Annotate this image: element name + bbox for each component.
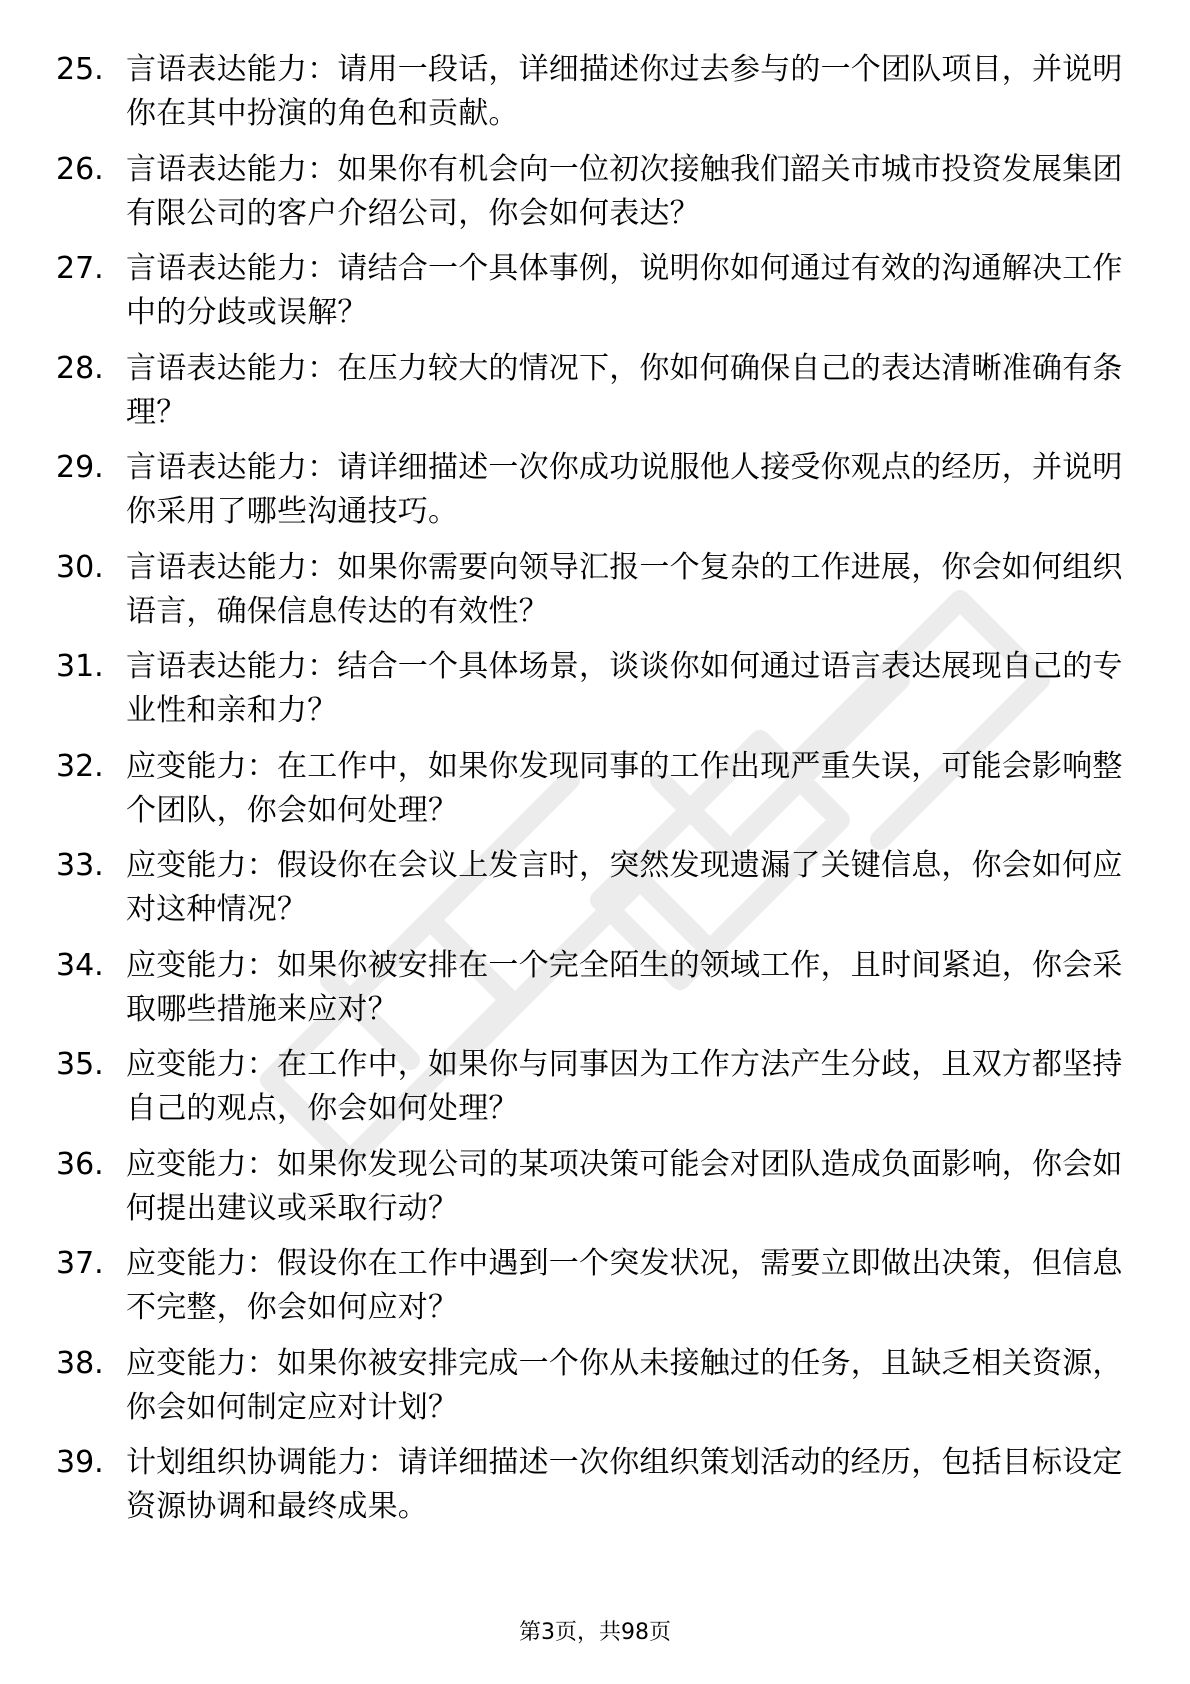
question-number: 33. <box>56 848 104 883</box>
question-number: 27. <box>56 251 104 286</box>
question-number: 31. <box>56 649 104 684</box>
question-number: 35. <box>56 1047 104 1082</box>
list-item <box>56 347 1136 447</box>
list-item <box>56 546 1136 646</box>
list-item <box>56 645 1136 745</box>
question-text: 应变能力：如果你发现公司的某项决策可能会对团队造成负面影响，你会如何提出建议或采取行动？ <box>126 1146 1123 1226</box>
list-item <box>56 745 1136 845</box>
question-number: 39. <box>56 1445 104 1480</box>
list-item <box>56 844 1136 944</box>
question-text: 计划组织协调能力：请详细描述一次你组织策划活动的经历，包括目标设定资源协调和最终成果。 <box>126 1445 1123 1524</box>
question-text: 应变能力：如果你被安排完成一个你从未接触过的任务，且缺乏相关资源，你会如何制定应对计划？ <box>126 1345 1123 1425</box>
question-text: 应变能力：如果你被安排在一个完全陌生的领域工作，且时间紧迫，你会采取哪些措施来应对？ <box>126 947 1123 1027</box>
question-text: 言语表达能力：在压力较大的情况下，你如何确保自己的表达清晰准确有条理？ <box>126 350 1123 430</box>
question-number: 38. <box>56 1345 104 1381</box>
list-item <box>56 247 1136 347</box>
list-item <box>56 1242 1136 1342</box>
question-text: 应变能力：在工作中，如果你发现同事的工作出现严重失误，可能会影响整个团队，你会如何处理？ <box>126 748 1123 828</box>
list-item <box>56 1342 1136 1442</box>
question-text: 应变能力：假设你在工作中遇到一个突发状况，需要立即做出决策，但信息不完整，你会如何应对？ <box>126 1246 1123 1325</box>
question-number: 25. <box>56 52 104 87</box>
question-text: 言语表达能力：结合一个具体场景，谈谈你如何通过语言表达展现自己的专业性和亲和力？ <box>126 649 1123 728</box>
question-text: 应变能力：假设你在会议上发言时，突然发现遗漏了关键信息，你会如何应对这种情况？ <box>126 848 1123 927</box>
question-text: 言语表达能力：请结合一个具体事例，说明你如何通过有效的沟通解决工作中的分歧或误解？ <box>126 251 1123 330</box>
question-text: 言语表达能力：请详细描述一次你成功说服他人接受你观点的经历，并说明你采用了哪些沟通技巧。 <box>126 450 1123 529</box>
question-number: 32. <box>56 748 104 784</box>
question-number: 30. <box>56 549 104 585</box>
question-number: 37. <box>56 1246 104 1281</box>
list-item <box>56 1143 1136 1243</box>
question-text: 应变能力：在工作中，如果你与同事因为工作方法产生分歧，且双方都坚持自己的观点，你会如何处理？ <box>126 1047 1123 1126</box>
question-text: 言语表达能力：如果你有机会向一位初次接触我们韶关市城市投资发展集团有限公司的客户介绍公司，你会如何表达？ <box>126 151 1123 231</box>
list-item <box>56 446 1136 546</box>
question-number: 34. <box>56 947 104 983</box>
question-number: 36. <box>56 1146 104 1182</box>
question-number: 29. <box>56 450 104 485</box>
list-item <box>56 48 1136 148</box>
list-item <box>56 1043 1136 1143</box>
list-item <box>56 944 1136 1044</box>
question-list <box>56 48 1136 1541</box>
page-footer: 第3页，共98页 <box>519 1620 671 1645</box>
question-text: 言语表达能力：如果你需要向领导汇报一个复杂的工作进展，你会如何组织语言，确保信息传达的有效性？ <box>126 549 1123 629</box>
question-number: 26. <box>56 151 104 187</box>
question-text: 言语表达能力：请用一段话，详细描述你过去参与的一个团队项目，并说明你在其中扮演的角色和贡献。 <box>126 52 1123 131</box>
question-number: 28. <box>56 350 104 386</box>
list-item <box>56 1441 1136 1541</box>
list-item <box>56 148 1136 248</box>
